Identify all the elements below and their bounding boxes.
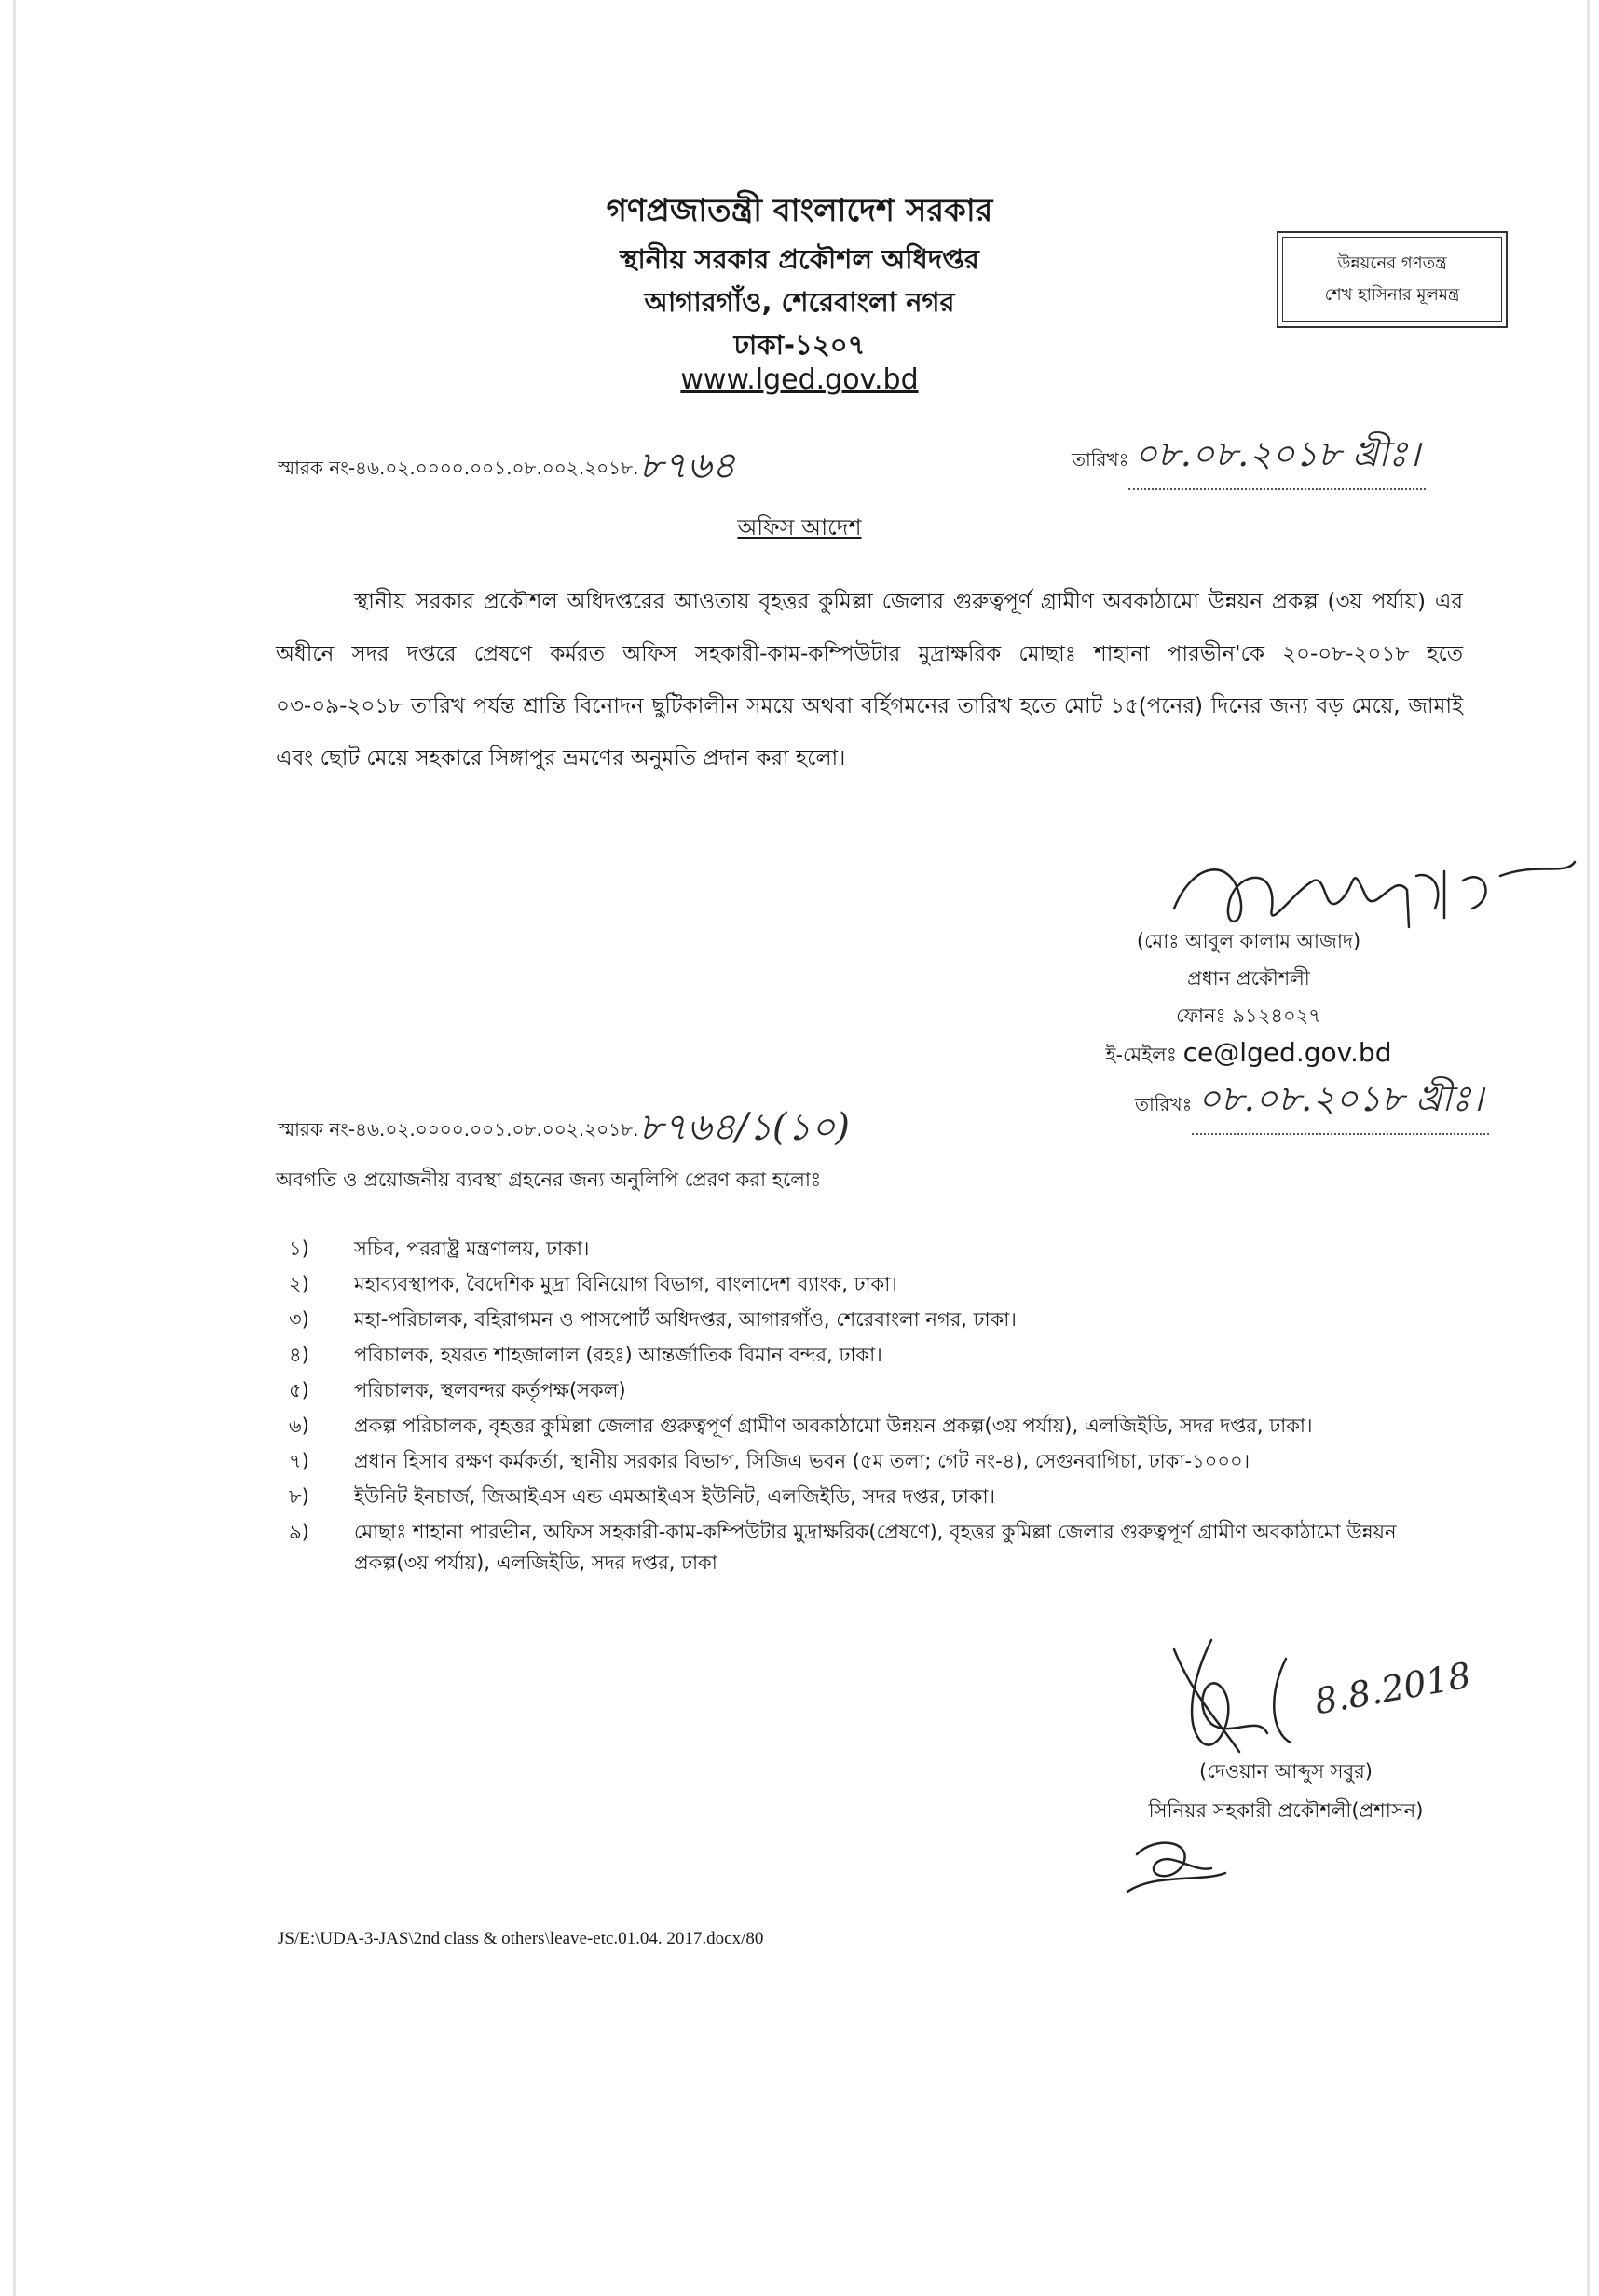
copy-list-text: মহা-পরিচালক, বহিরাগমন ও পাসপোর্ট অধিদপ্তর, আগারগাঁও, শেরেবাংলা নগর, ঢাকা। (354, 1308, 1017, 1331)
copy-list-item (289, 1340, 1463, 1371)
copy-list-text: প্রকল্প পরিচালক, বৃহত্তর কুমিল্লা জেলার গুরুত্বপূর্ণ গ্রামীণ অবকাঠামো উন্নয়ন প্রকল্প(৩য় পর্যায়), এলজিইডি, সদর দপ্তর, ঢাকা। (354, 1414, 1313, 1437)
memo-handwritten-number: ৮৭৬৪ (638, 444, 736, 487)
copy-list-item (289, 1517, 1463, 1578)
signatory-1-phone: ফোনঃ ৯১২৪০২৭ (1176, 1004, 1321, 1027)
copy-list-text: ইউনিট ইনচার্জ, জিআইএস এন্ড এমআইএস ইউনিট, এলজিইডি, সদর দপ্তর, ঢাকা। (354, 1485, 996, 1508)
slogan-line-2: শেখ হাসিনার মূলমন্ত্র (1324, 285, 1460, 305)
order-title (0, 511, 1599, 548)
copy-list-text: মহাব্যবস্থাপক, বৈদেশিক মুদ্রা বিনিয়োগ বিভাগ, বাংলাদেশ ব্যাংক, ঢাকা। (354, 1273, 897, 1295)
copy-list-text: প্রধান হিসাব রক্ষণ কর্মকর্তা, স্থানীয় সরকার বিভাগ, সিজিএ ভবন (৫ম তলা; গেট নং-৪), সেগুনবাগিচা, ঢাকা-১০০০। (354, 1450, 1250, 1472)
copy-list-number: ১) (289, 1237, 309, 1260)
copy-list-text: মোছাঃ শাহানা পারভীন, অফিস সহকারী-কাম-কম্পিউটার মুদ্রাক্ষরিক(প্রেষণে), বৃহত্তর কুমিল্লা জেলার গুরুত্বপূর্ণ গ্রামীণ অবকাঠামো উন্নয়ন প্রকল্প(৩য় পর্যায়), এলজিইডি, সদর দপ্তর, ঢাকা (354, 1521, 1397, 1574)
slogan-box (1277, 231, 1508, 328)
memo-reference-label: স্মারক নং-৪৬.০২.০০০০.০০১.০৮.০০২.২০১৮. (278, 457, 639, 479)
copy-list-item (289, 1269, 1463, 1300)
memo-handwritten-date: ০৮.০৮.২০১৮ খ্রীঃ। (1134, 433, 1421, 474)
copy-list-number: ৪) (289, 1344, 309, 1366)
copy-list-item (289, 1446, 1463, 1477)
copy-list-item (289, 1305, 1463, 1335)
signatory-1-designation: প্রধান প্রকৌশলী (1187, 967, 1310, 990)
memo-date (1072, 427, 1426, 490)
copy-list-number: ৮) (289, 1485, 309, 1508)
copy-list-number: ৭) (289, 1450, 309, 1472)
website-link[interactable]: www.lged.gov.bd (680, 363, 919, 396)
memo-2-date-label: তারিখঃ (1135, 1093, 1193, 1115)
email-link[interactable]: ce@lged.gov.bd (1182, 1037, 1392, 1068)
initials-scribble (1118, 1826, 1230, 1901)
memo-2-handwritten-date: ০৮.০৮.২০১৮ খ্রীঃ। (1197, 1078, 1484, 1119)
copy-list-number: ২) (289, 1273, 309, 1295)
department-name: স্থানীয় সরকার প্রকৌশল অধিদপ্তর (620, 243, 979, 275)
copy-intro: অবগতি ও প্রয়োজনীয় ব্যবস্থা গ্রহনের জন্য অনুলিপি প্রেরণ করা হলোঃ (276, 1168, 822, 1191)
copy-list-number: ৩) (289, 1308, 309, 1331)
government-title: গণপ্রজাতন্ত্রী বাংলাদেশ সরকার (606, 192, 993, 229)
memo-2-date (1135, 1072, 1489, 1135)
copy-list-item (289, 1234, 1463, 1264)
signatory-2-block (1100, 1752, 1472, 1830)
email-label: ই-মেইলঃ (1105, 1044, 1183, 1066)
order-title-text: অফিস আদেশ (737, 514, 862, 540)
signatory-1-name: (মোঃ আবুল কালাম আজাদ) (1136, 930, 1361, 952)
signatory-1-email (1072, 1034, 1426, 1073)
slogan-line-1: উন্নয়নের গণতন্ত্র (1337, 253, 1447, 273)
copy-list-number: ৯) (289, 1521, 309, 1543)
order-body: স্থানীয় সরকার প্রকৌশল অধিদপ্তরের আওতায় বৃহত্তর কুমিল্লা জেলার গুরুত্বপূর্ণ গ্রামীণ অবকাঠামো উন্নয়ন প্রকল্প (৩য় পর্যায়) এর অধীনে সদর দপ্তরে প্রেষণে কর্মরত অফিস সহকারী-কাম-কম্পিউটার মুদ্রাক্ষরিক মোছাঃ শাহানা পারভীন'কে ২০-০৮-২০১৮ হতে ০৩-০৯-২০১৮ তারিখ পর্যন্ত শ্রান্তি বিনোদন ছুটিকালীন সময়ে অথবা বর্হিগমনের তারিখ হতে মোট ১৫(পনের) দিনের জন্য বড় মেয়ে, জামাই এবং ছোট মেয়ে সহকারে সিঙ্গাপুর ভ্রমণের অনুমতি প্রদান করা হলো। (276, 590, 1463, 771)
department-city: ঢাকা-১২০৭ (733, 329, 866, 361)
copy-list-item (289, 1411, 1463, 1442)
memo-2-reference (278, 1098, 850, 1160)
copy-list-text: সচিব, পররাষ্ট্র মন্ত্রণালয়, ঢাকা। (354, 1237, 590, 1260)
file-path-footer: JS/E:\UDA-3-JAS\2nd class & others\leave-etc.01.04. 2017.docx/80 (278, 1929, 764, 1948)
memo-date-label: তারিখঃ (1072, 448, 1129, 471)
copy-list-number: ৫) (289, 1379, 309, 1401)
copy-list (289, 1234, 1463, 1583)
copy-list-text: পরিচালক, স্থলবন্দর কর্তৃপক্ষ(সকল) (354, 1379, 626, 1401)
signature-2-handwritten-date: 8.8.2018 (1311, 1654, 1474, 1723)
memo-2-reference-label: স্মারক নং-৪৬.০২.০০০০.০০১.০৮.০০২.২০১৮. (278, 1118, 639, 1141)
signatory-2-name: (দেওয়ান আব্দুস সবুর) (1199, 1760, 1373, 1783)
copy-list-text: পরিচালক, হযরত শাহজালাল (রহঃ) আন্তর্জাতিক বিমান বন্দর, ঢাকা। (354, 1344, 882, 1366)
copy-list-item (289, 1482, 1463, 1512)
copy-list-number: ৬) (289, 1414, 309, 1437)
signatory-2-designation: সিনিয়র সহকারী প্রকৌশলী(প্রশাসন) (1148, 1799, 1424, 1822)
signatory-1-block (1072, 922, 1426, 1073)
copy-list-item (289, 1375, 1463, 1406)
memo-reference (278, 436, 735, 499)
memo-2-handwritten-number: ৮৭৬৪/১(১০) (638, 1106, 851, 1149)
department-address: আগারগাঁও, শেরেবাংলা নগর (644, 286, 955, 318)
